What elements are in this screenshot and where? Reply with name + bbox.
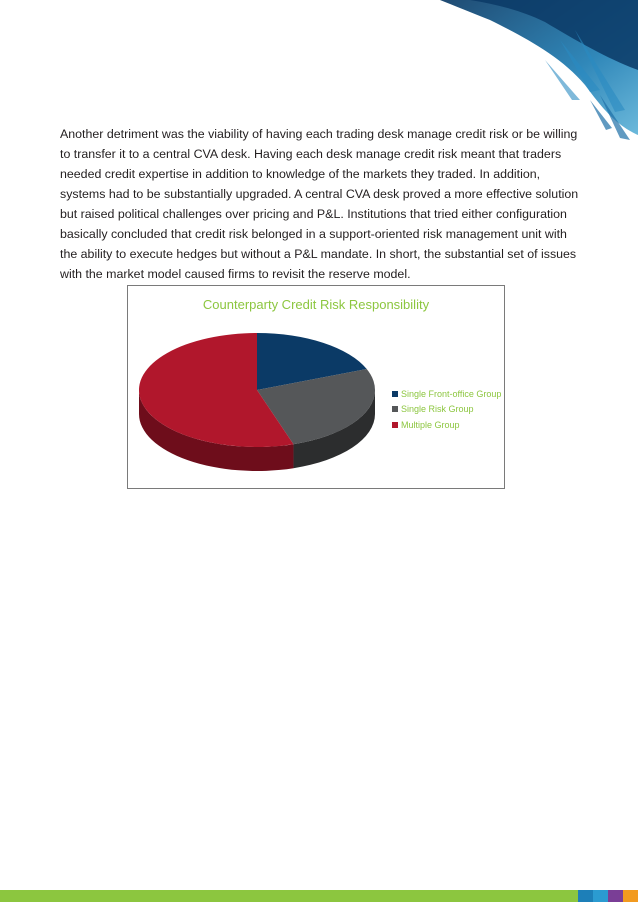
footer-color-bar xyxy=(0,890,638,902)
chart-legend xyxy=(392,386,501,433)
body-paragraph: Another detriment was the viability of having each trading desk manage credit risk or be willing to transfer it to a central CVA desk. Having each desk manage credit risk meant that traders needed credit expertise in addition to knowledge of the markets they traded. In addition, systems had to be substantially upgraded. A central CVA desk proved a more effective solution but raised political challenges over pricing and P&L. Institutions that tried either configuration basically concluded that credit risk belonged in a support-oriented risk management unit with the ability to execute hedges but without a P&L mandate. In short, the substantial set of issues with the market model caused firms to revisit the reserve model. xyxy=(60,127,579,281)
legend-swatch-risk-group xyxy=(392,406,398,412)
footer-block xyxy=(593,890,608,902)
legend-swatch-front-office xyxy=(392,391,398,397)
legend-item xyxy=(392,402,501,418)
footer-green-band xyxy=(0,890,578,902)
footer-block xyxy=(623,890,638,902)
legend-item xyxy=(392,417,501,433)
legend-label: Multiple Group xyxy=(401,419,460,430)
legend-item xyxy=(392,386,501,402)
pie-chart xyxy=(127,285,505,489)
legend-swatch-multiple-group xyxy=(392,422,398,428)
footer-block xyxy=(578,890,593,902)
chart-title: Counterparty Credit Risk Responsibility xyxy=(202,297,430,312)
legend-label: Single Risk Group xyxy=(401,404,474,415)
footer-block xyxy=(608,890,623,902)
legend-label: Single Front-office Group xyxy=(401,388,502,399)
